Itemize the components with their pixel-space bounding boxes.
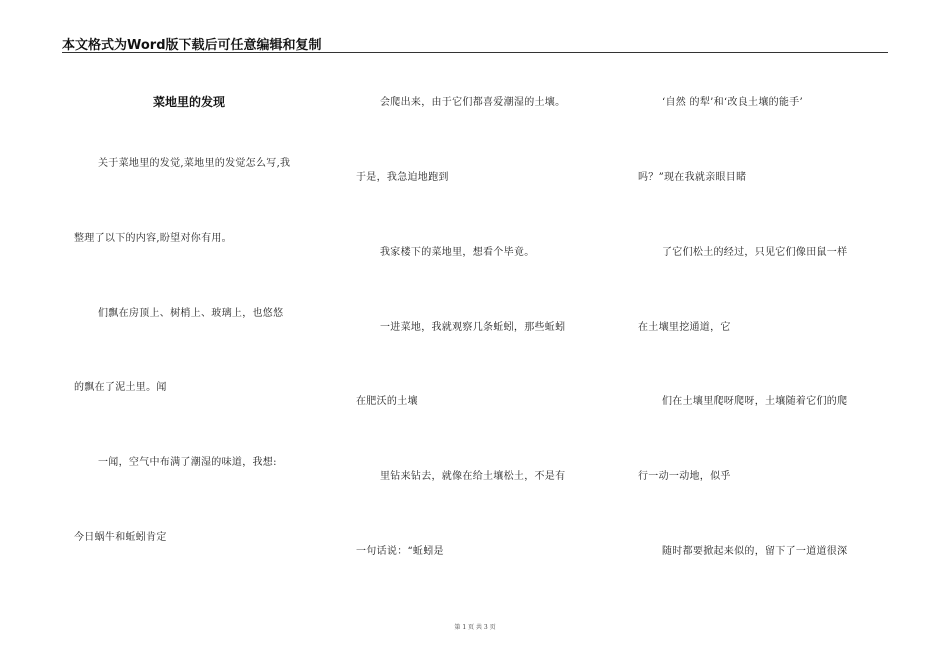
text-line: 会爬出来，由于它们都喜爱潮湿的土壤。 (380, 97, 566, 108)
text-line: 们飘在房顶上、树梢上、玻璃上，也悠悠 (98, 308, 284, 319)
text-column-3 (638, 0, 868, 672)
text-line: 吗？”现在我就亲眼目睹 (638, 172, 747, 183)
text-line: 一进菜地，我就观察几条蚯蚓，那些蚯蚓 (380, 322, 566, 333)
text-line: 于是，我急迫地跑到 (356, 172, 449, 183)
text-line: 一闻，空气中布满了潮湿的味道，我想: (98, 457, 277, 468)
text-line: 里钻来钻去，就像在给土壤松土，不是有 (380, 471, 566, 482)
text-column-2 (356, 0, 586, 672)
text-line: 关于菜地里的发觉,菜地里的发觉怎么写,我 (98, 158, 291, 169)
text-line: 整理了以下的内容,盼望对你有用。 (74, 233, 232, 244)
text-line: 了它们松土的经过，只见它们像田鼠一样 (662, 247, 848, 258)
text-line: 一句话说：“蚯蚓是 (356, 546, 444, 557)
text-line: 随时都要掀起来似的，留下了一道道很深 (662, 546, 848, 557)
text-line: 今日蜗牛和蚯蚓肯定 (74, 532, 167, 543)
text-line: ‘自然 的犁’和‘改良土壤的能手’ (662, 97, 803, 108)
text-line: 我家楼下的菜地里，想看个毕竟。 (380, 247, 535, 258)
text-line: 行一动一动地，似乎 (638, 471, 731, 482)
page-number: 第 1 页 共 3 页 (454, 624, 496, 631)
text-line: 们在土壤里爬呀爬呀，土壤随着它们的爬 (662, 396, 848, 407)
article-title: 菜地里的发现 (152, 95, 225, 109)
text-line: 在土壤里挖通道，它 (638, 322, 731, 333)
text-column-1 (74, 0, 304, 672)
text-line: 在肥沃的土壤 (356, 396, 418, 407)
text-line: 的飘在了泥土里。闻 (74, 382, 167, 393)
document-header: 本文格式为Word版下载后可任意编辑和复制 (62, 38, 322, 53)
